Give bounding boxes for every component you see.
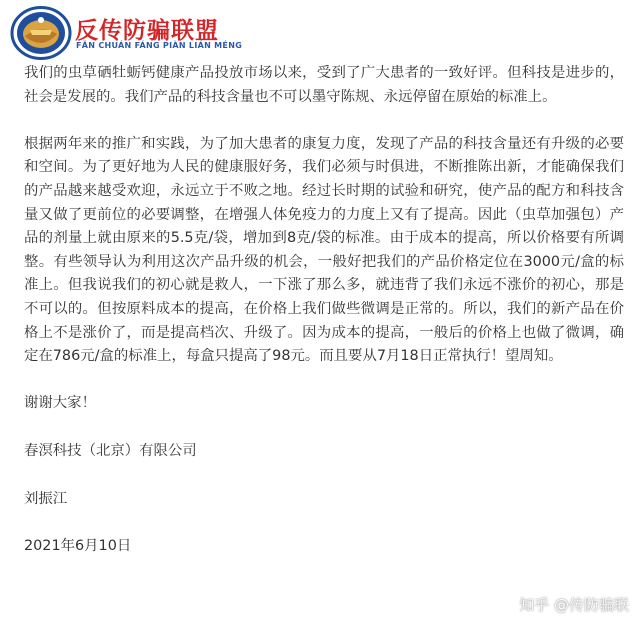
letter-date: 2021年6月10日 <box>24 538 132 555</box>
brand-pinyin: FǍN CHUÁN FÁNG PIÀN LIÁN MÉNG <box>76 41 243 50</box>
letter-signature: 刘振江 <box>24 490 68 507</box>
letter-body <box>24 62 624 583</box>
letter-paragraph-intro: 我们的虫草硒牡蛎钙健康产品投放市场以来，受到了广大患者的一致好评。但科技是进步的，社会是发展的。我们产品的科技含量也不可以墨守陈规、永远停留在原始的标准上。 <box>24 65 624 105</box>
zhihu-watermark: 知乎 @传防骗联 <box>519 596 629 614</box>
letter-paragraph-main: 根据两年来的推广和实践，为了加大患者的康复力度，发现了产品的科技含量还有升级的必要和空间。为了更好地为人民的健康服好务，我们必须与时俱进，不断推陈出新，才能确保我们的产品越来越受欢迎，永远立于不败之地。经过长时期的试验和研究，使产品的配方和科技含量又做了更前位的必要调整，在增强人体免疫力的力度上又有了提高。因此（虫草加强包）产品的剂量上就由原来的5.5克/袋，增加到8克/袋的标准。由于成本的提高，所以价格要有所调整。有些领导认为利用这次产品升级的机会，一般好把我们的产品价格定位在3000元/盒的标准上。但我说我们的初心就是救人，一下涨了那么多，就违背了我们永远不涨价的初心，那是不可以的。但按原料成本的提高，在价格上我们做些微调是正常的。所以，我们的新产品在价格上不是涨价了，而是提高档次、升级了。因为成本的提高，一般后的价格上也做了微调，确定在786元/盒的标准上，每盒只提高了98元。而且要从7月18日正常执行！望周知。 <box>24 135 624 365</box>
letter-thanks: 谢谢大家！ <box>24 395 96 412</box>
alliance-logo-icon <box>10 6 72 60</box>
letter-company: 春溟科技（北京）有限公司 <box>24 442 197 459</box>
brand-title: 反传防骗联盟 <box>75 18 219 44</box>
